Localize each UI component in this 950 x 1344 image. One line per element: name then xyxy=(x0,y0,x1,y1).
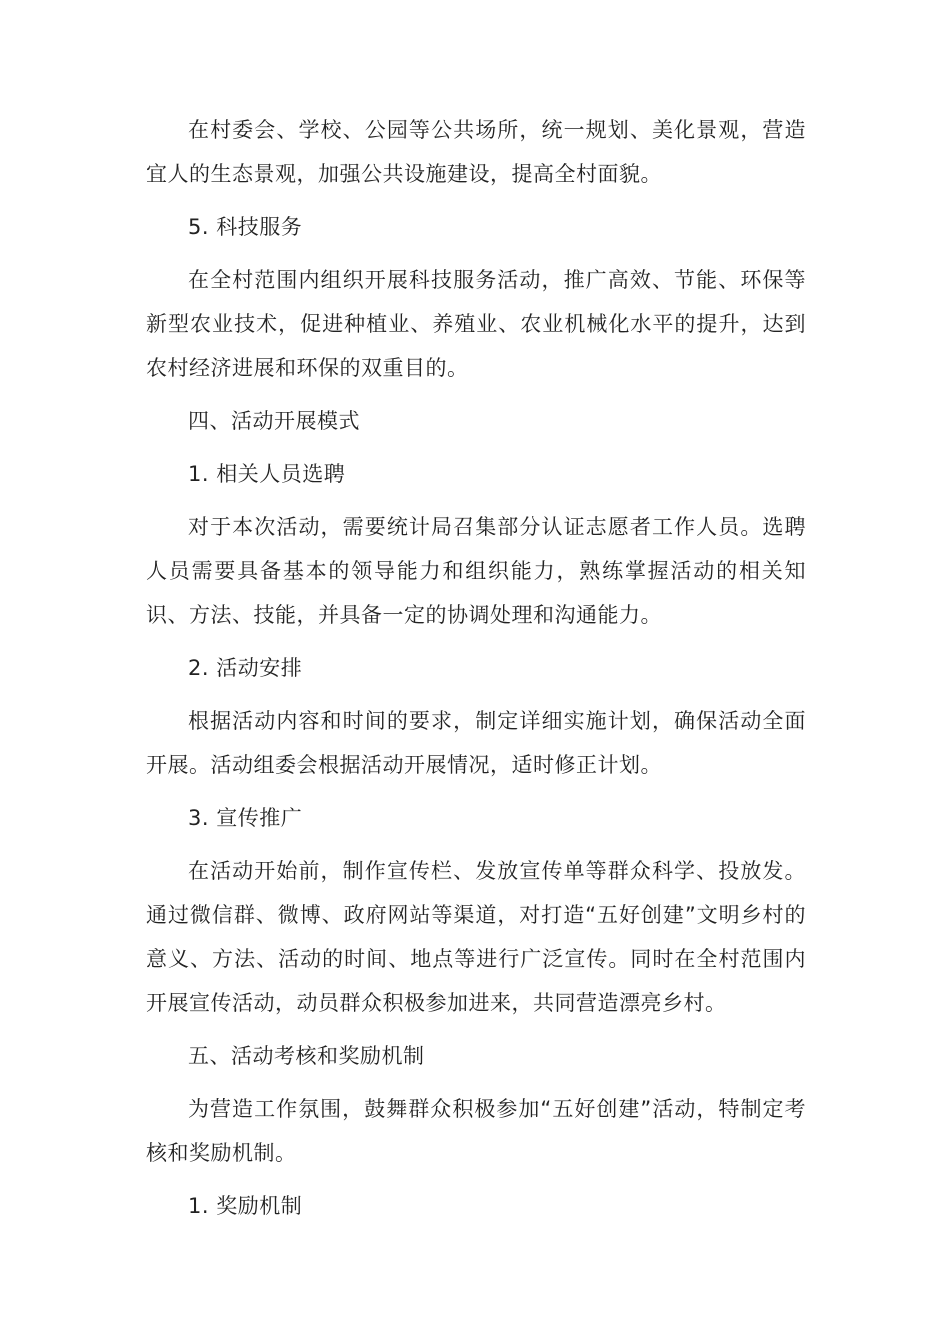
paragraph-tech-service: 在全村范围内组织开展科技服务活动，推广高效、节能、环保等新型农业技术，促进种植业、养殖业、农业机械化水平的提升，达到农村经济进展和环保的双重目的。 xyxy=(146,268,806,380)
heading-reward-mechanism: 1. 奖励机制 xyxy=(188,1194,303,1218)
paragraph-assessment-reward: 为营造工作氛围，鼓舞群众积极参加“五好创建”活动，特制定考核和奖励机制。 xyxy=(146,1097,806,1165)
heading-tech-service: 5. 科技服务 xyxy=(188,215,303,239)
heading-staff-selection: 1. 相关人员选聘 xyxy=(188,462,346,486)
heading-activity-arrangement: 2. 活动安排 xyxy=(188,656,303,680)
paragraph-activity-arrangement: 根据活动内容和时间的要求，制定详细实施计划，确保活动全面开展。活动组委会根据活动开展情况，适时修正计划。 xyxy=(146,709,806,777)
paragraph-promotion: 在活动开始前，制作宣传栏、发放宣传单等群众科学、投放发。通过微信群、微博、政府网站等渠道，对打造“五好创建”文明乡村的意义、方法、活动的时间、地点等进行广泛宣传。同时在全村范围内开展宣传活动，动员群众积极参加进来，共同营造漂亮乡村。 xyxy=(146,859,806,1015)
heading-promotion: 3. 宣传推广 xyxy=(188,806,303,830)
heading-assessment-reward: 五、活动考核和奖励机制 xyxy=(188,1044,425,1068)
paragraph-staff-selection: 对于本次活动，需要统计局召集部分认证志愿者工作人员。选聘人员需要具备基本的领导能力和组织能力，熟练掌握活动的相关知识、方法、技能，并具备一定的协调处理和沟通能力。 xyxy=(146,515,806,627)
document-page xyxy=(146,108,806,1228)
heading-activity-mode: 四、活动开展模式 xyxy=(188,409,360,433)
paragraph-public-spaces: 在村委会、学校、公园等公共场所，统一规划、美化景观，营造宜人的生态景观，加强公共设施建设，提高全村面貌。 xyxy=(146,118,806,186)
